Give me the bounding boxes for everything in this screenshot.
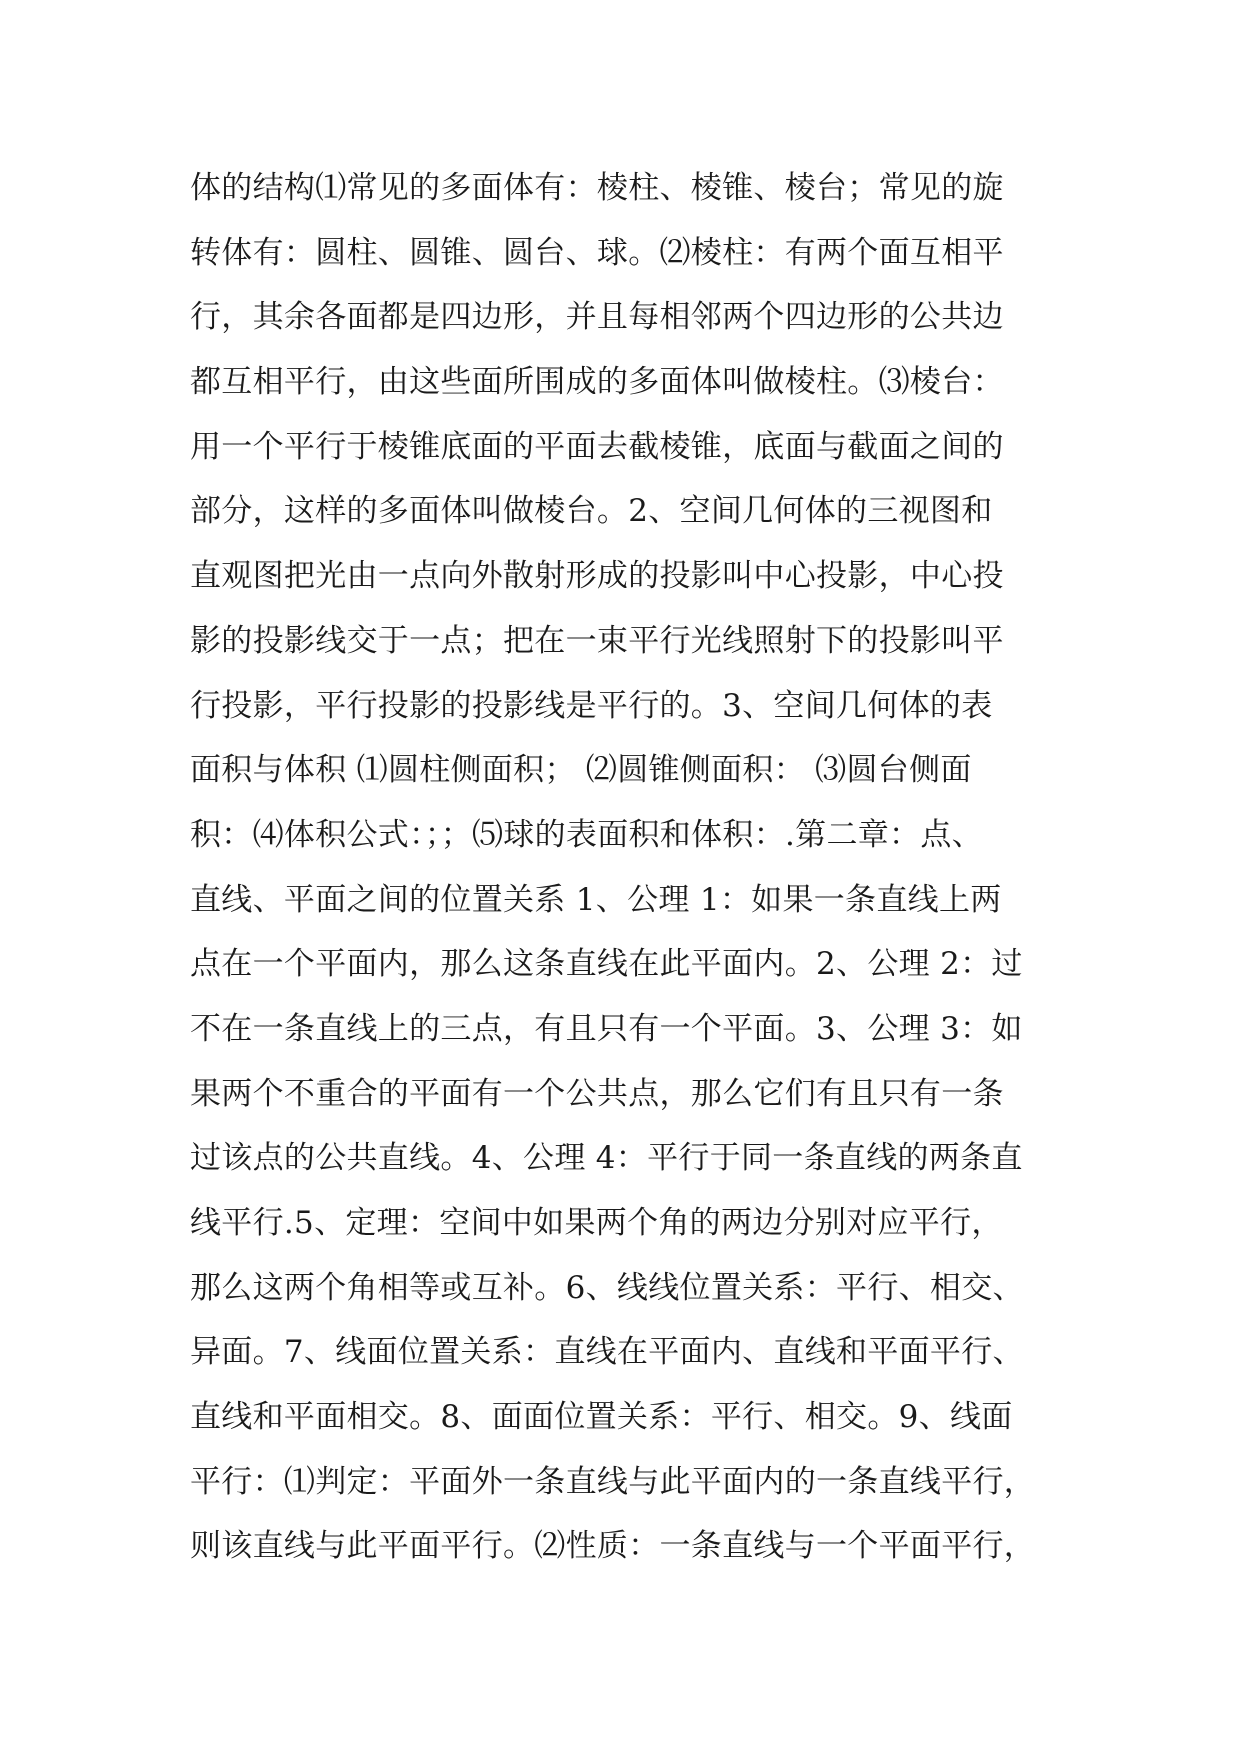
text-line: 转体有：圆柱、圆锥、圆台、球。⑵棱柱：有两个面互相平 [190, 234, 1004, 271]
text-line: 则该直线与此平面平行。⑵性质：一条直线与一个平面平行， [190, 1528, 1036, 1565]
text-line: 果两个不重合的平面有一个公共点，那么它们有且只有一条 [190, 1075, 1004, 1112]
text-line: 直观图把光由一点向外散射形成的投影叫中心投影，中心投 [190, 558, 1004, 595]
text-line: 线平行.5、定理：空间中如果两个角的两边分别对应平行， [190, 1205, 1003, 1241]
text-line: 积：⑷体积公式：；；⑸球的表面积和体积：.第二章：点、 [190, 816, 983, 853]
text-line: 点在一个平面内，那么这条直线在此平面内。2、公理 2：过 [190, 946, 1023, 983]
text-line: 影的投影线交于一点；把在一束平行光线照射下的投影叫平 [190, 622, 1004, 659]
text-line: 行，其余各面都是四边形，并且每相邻两个四边形的公共边 [190, 299, 1004, 336]
text-line: 平行：⑴判定：平面外一条直线与此平面内的一条直线平行， [190, 1463, 1036, 1500]
text-line: 直线、平面之间的位置关系 1、公理 1：如果一条直线上两 [190, 881, 1002, 918]
text-line: 用一个平行于棱锥底面的平面去截棱锥，底面与截面之间的 [190, 428, 1004, 465]
text-line: 直线和平面相交。8、面面位置关系：平行、相交。9、线面 [190, 1399, 1013, 1436]
text-line: 那么这两个角相等或互补。6、线线位置关系：平行、相交、 [190, 1269, 1024, 1306]
text-line: 面积与体积 ⑴圆柱侧面积； ⑵圆锥侧面积： ⑶圆台侧面 [190, 752, 972, 789]
text-line: 不在一条直线上的三点，有且只有一个平面。3、公理 3：如 [190, 1010, 1023, 1047]
text-line: 行投影，平行投影的投影线是平行的。3、空间几何体的表 [190, 687, 993, 724]
text-line: 异面。7、线面位置关系：直线在平面内、直线和平面平行、 [190, 1334, 1024, 1371]
text-line: 都互相平行，由这些面所围成的多面体叫做棱柱。⑶棱台： [190, 364, 1004, 401]
text-line: 部分，这样的多面体叫做棱台。2、空间几何体的三视图和 [190, 493, 993, 530]
body-text [190, 156, 1060, 1579]
text-line: 体的结构⑴常见的多面体有：棱柱、棱锥、棱台；常见的旋 [190, 170, 1004, 206]
text-line: 过该点的公共直线。4、公理 4：平行于同一条直线的两条直 [190, 1140, 1023, 1177]
